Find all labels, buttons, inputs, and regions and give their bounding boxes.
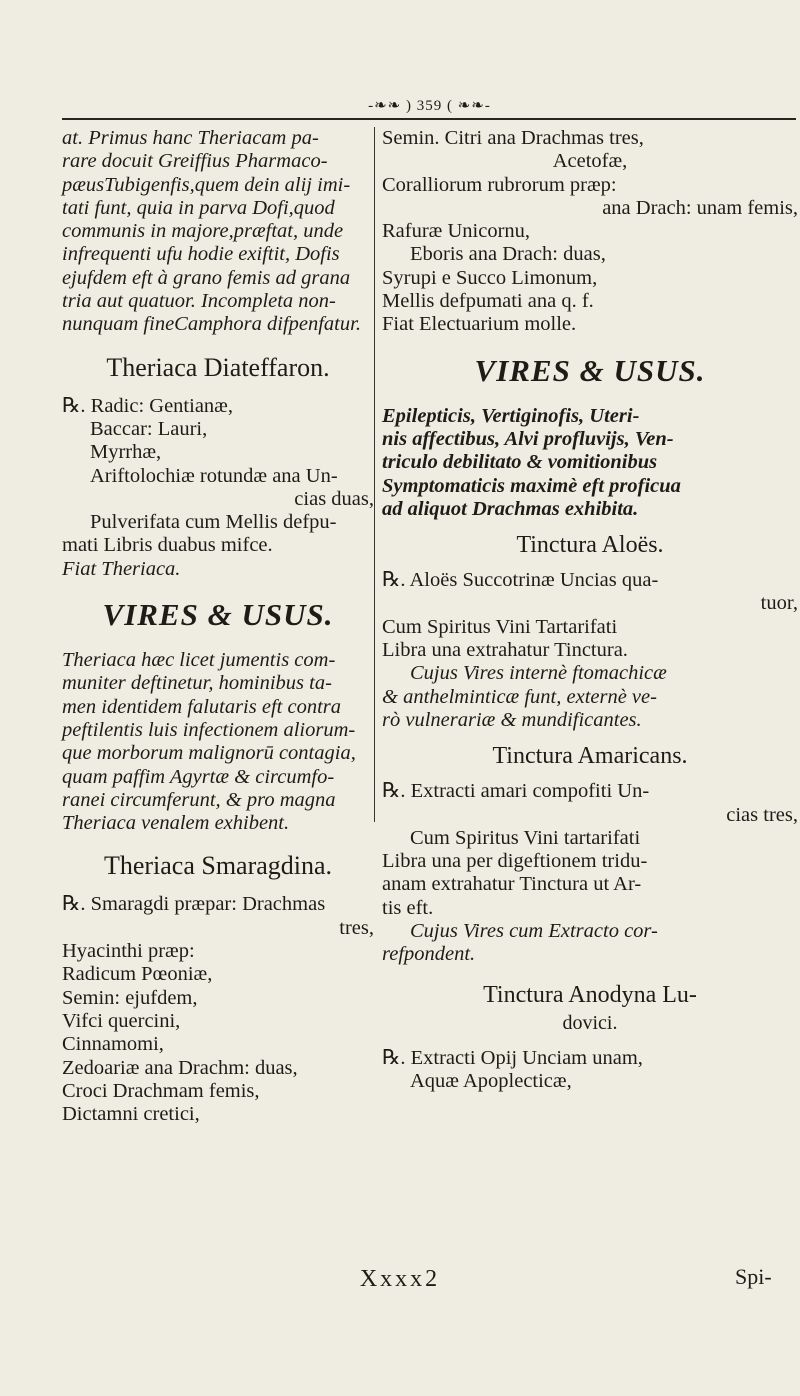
recipe-line: Radicum Pœoniæ, — [62, 963, 213, 986]
recipe-line: Cinnamomi, — [62, 1033, 164, 1056]
recipe-line: Myrrhæ, — [90, 441, 162, 464]
recipe-block — [382, 780, 798, 920]
text-line: & anthelminticæ funt, externè ve- — [382, 685, 657, 708]
right-column — [382, 127, 798, 1093]
recipe-line: Fiat Theriaca. — [62, 557, 181, 580]
recipe-line: Croci Drachmam femis, — [62, 1079, 260, 1102]
text-line: tati funt, quia in parva Dofi,quod — [62, 196, 335, 219]
recipe-line: Semin: ejufdem, — [62, 986, 198, 1009]
text-line: rò vulnerariæ & mundificantes. — [382, 708, 642, 731]
text-line: men identidem falutaris eft contra — [62, 695, 341, 718]
recipe-line: Libra una extrahatur Tinctura. — [382, 639, 628, 662]
recipe-line: Hyacinthi præp: — [62, 940, 195, 963]
recipe-line: tis eft. — [382, 896, 434, 919]
recipe-line: Rafuræ Unicornu, — [382, 220, 531, 243]
recipe-line: ℞. Radic: Gentianæ, — [62, 395, 374, 418]
recipe-line: ℞. Smaragdi præpar: Drachmas — [62, 893, 374, 916]
text-line: pæusTubigenfis,quem dein alij imi- — [62, 173, 351, 196]
recipe-line: ℞. Extracti amari compofiti Un- — [382, 780, 798, 803]
recipe-line: Zedoariæ ana Drachm: duas, — [62, 1056, 298, 1079]
text-line: Symptomaticis maximè eft proficua — [382, 474, 681, 497]
text-line: tria aut quatuor. Incompleta non- — [62, 290, 336, 313]
section-heading: Theriaca Diateffaron. — [106, 352, 330, 382]
catchword: Spi- — [735, 1264, 772, 1289]
text-line: triculo debilitato & vomitionibus — [382, 451, 658, 474]
text-line: ad aliquot Drachmas exhibita. — [382, 497, 639, 520]
text-line: que morborum malignorū contagia, — [62, 742, 356, 765]
recipe-line: Eboris ana Drach: duas, — [410, 243, 606, 266]
text-line: nis affectibus, Alvi profluvijs, Ven- — [382, 427, 674, 450]
recipe-line: Cum Spiritus Vini Tartarifati — [382, 615, 618, 638]
text-line: Cujus Vires cum Extracto cor- — [410, 920, 658, 943]
column-divider — [374, 127, 375, 822]
recipe-line: Ariftolochiæ rotundæ ana Un- — [90, 464, 338, 487]
recipe-block — [62, 893, 374, 1126]
vires-heading: VIRES & USUS. — [474, 352, 706, 388]
text-line: rare docuit Greiffius Pharmaco- — [62, 150, 328, 173]
recipe-line: anam extrahatur Tinctura ut Ar- — [382, 873, 642, 896]
recipe-line: Coralliorum rubrorum præp: — [382, 173, 617, 196]
heading-line: Tinctura Anodyna Lu- — [483, 981, 697, 1008]
recipe-block — [382, 569, 798, 662]
recipe-line: ℞. Extracti Opij Unciam unam, — [382, 1047, 798, 1070]
paragraph-virtues — [382, 662, 798, 732]
text-line: nunquam fineCamphora difpenfatur. — [62, 313, 361, 336]
paragraph-uses — [382, 405, 798, 521]
section-heading: Tinctura Amaricans. — [492, 743, 688, 770]
text-line: ranei circumferunt, & pro magna — [62, 788, 336, 811]
recipe-line: Cum Spiritus Vini tartarifati — [410, 826, 641, 849]
section-heading: Tinctura Aloës. — [516, 532, 664, 559]
header-rule — [62, 118, 796, 120]
text-line: muniter deftinetur, hominibus ta- — [62, 672, 332, 695]
recipe-line: mati Libris duabus mifce. — [62, 534, 273, 557]
recipe-line: cias duas, — [294, 487, 374, 510]
recipe-line: Fiat Electuarium molle. — [382, 313, 577, 336]
recipe-line: Libra una per digeftionem tridu- — [382, 850, 648, 873]
recipe-line: tuor, — [760, 592, 798, 615]
text-line: at. Primus hanc Theriacam pa- — [62, 127, 319, 149]
recipe-line: Pulverifata cum Mellis defpu- — [90, 511, 337, 534]
heading-line: dovici. — [562, 1011, 618, 1034]
recipe-line: Acetofæ, — [552, 150, 628, 173]
recipe-line: Semin. Citri ana Drachmas tres, — [382, 127, 644, 149]
recipe-block — [382, 1047, 798, 1094]
recipe-line: ℞. Aloës Succotrinæ Uncias qua- — [382, 569, 798, 592]
text-line: Theriaca hæc licet jumentis com- — [62, 649, 336, 672]
text-line: Theriaca venalem exhibent. — [62, 812, 290, 835]
signature-mark: Xxxx2 — [359, 1266, 441, 1292]
recipe-line: Mellis defpumati ana q. f. — [382, 290, 594, 313]
text-line: Epilepticis, Vertiginofis, Uteri- — [382, 404, 640, 427]
left-column — [62, 127, 374, 1126]
vires-heading: VIRES & USUS. — [102, 597, 334, 633]
recipe-line: cias tres, — [726, 803, 798, 826]
recipe-line: tres, — [339, 916, 374, 939]
text-line: refpondent. — [382, 943, 476, 966]
paragraph-uses — [62, 649, 374, 835]
paragraph-virtues — [382, 920, 798, 967]
recipe-line: Dictamni cretici, — [62, 1103, 200, 1126]
text-line: ejufdem eft à grano femis ad grana — [62, 266, 351, 289]
recipe-block — [62, 395, 374, 581]
recipe-block — [382, 127, 798, 337]
recipe-line: Baccar: Lauri, — [90, 417, 208, 440]
text-line: Cujus Vires internè ftomachicæ — [410, 662, 667, 685]
text-line: infrequenti ufu hodie exiftit, Dofis — [62, 243, 340, 266]
text-line: communis in majore,præftat, unde — [62, 220, 344, 243]
page-header: -❧❧ ) 359 ( ❧❧- — [368, 98, 491, 114]
paragraph-intro — [62, 127, 374, 337]
section-heading — [382, 981, 798, 1037]
recipe-line: Syrupi e Succo Limonum, — [382, 266, 598, 289]
section-heading: Theriaca Smaragdina. — [103, 851, 333, 881]
text-line: quam paffim Agyrtæ & circumfo- — [62, 765, 335, 788]
recipe-line: Vifci quercini, — [62, 1009, 181, 1032]
recipe-line: ana Drach: unam femis, — [602, 196, 798, 219]
recipe-line: Aquæ Apoplecticæ, — [410, 1069, 572, 1092]
text-line: peftilentis luis infectionem aliorum- — [62, 718, 356, 741]
